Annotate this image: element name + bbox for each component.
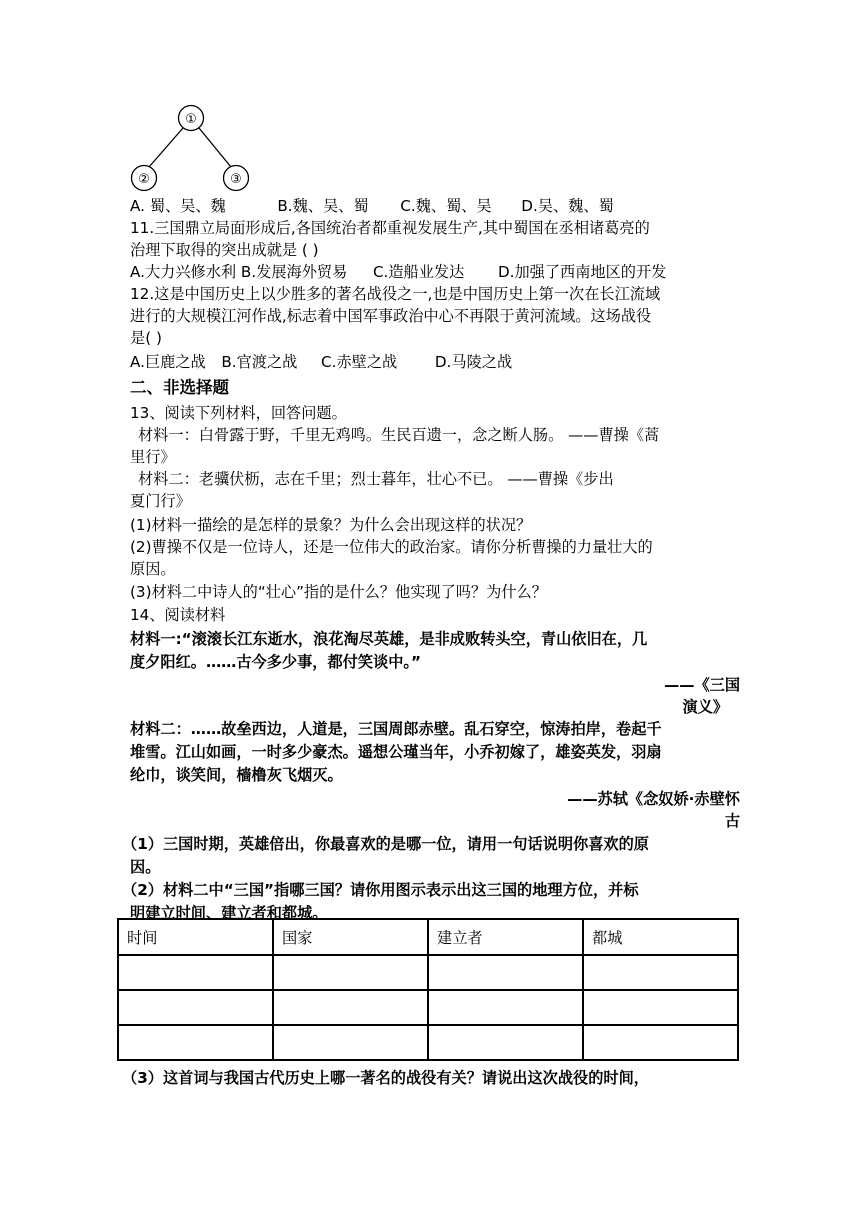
q13-material1-line2: 里行》 (130, 448, 176, 466)
q13-title: 13、阅读下列材料，回答问题。 (130, 404, 347, 422)
q14-sub3: （3）这首词与我国古代历史上哪一著名的战役有关？请说出这次战役的时间， (122, 1069, 649, 1087)
table-cell (273, 955, 428, 990)
q14-material2-line2: 堆雪。江山如画，一时多少豪杰。遥想公瑾当年，小乔初嫁了，雄姿英发，羽扇 (130, 743, 662, 761)
table-cell (583, 1025, 738, 1060)
table-cell (273, 990, 428, 1025)
table-cell (118, 1025, 273, 1060)
q10-option-d: D.吴、魏、蜀 (521, 197, 614, 215)
table-row (118, 955, 738, 990)
table-cell (118, 990, 273, 1025)
q11-option-a: A.大力兴修水利 (130, 263, 237, 281)
q12-options (130, 351, 512, 373)
q10-option-b: B.魏、吴、蜀 (277, 197, 369, 215)
q10-options (130, 195, 614, 217)
tree-diagram (130, 100, 260, 192)
q13-material2-line2: 夏门行》 (130, 492, 191, 510)
table-cell (583, 955, 738, 990)
q13-sub3: (3)材料二中诗人的“壮心”指的是什么？他实现了吗？为什么？ (130, 583, 547, 601)
table-header-time: 时间 (118, 919, 273, 955)
answer-table (117, 918, 739, 1061)
q14-material2-line3: 纶巾，谈笑间，樯橹灰飞烟灭。 (130, 766, 343, 784)
q11-line1: 11.三国鼎立局面形成后,各国统治者都重视发展生产,其中蜀国在丞相诸葛亮的 (130, 219, 650, 237)
q14-material1-source2: 演义》 (682, 698, 728, 716)
q13-sub2-line2: 原因。 (130, 560, 176, 578)
q14-material2-line1: 材料二：……故垒西边，人道是，三国周郎赤壁。乱石穿空，惊涛拍岸，卷起千 (130, 720, 662, 738)
table-cell (273, 1025, 428, 1060)
q14-material1-line2: 度夕阳红。……古今多少事，都付笑谈中。” (130, 653, 421, 671)
q11-options (130, 261, 666, 283)
q14-sub2-line1: （2）材料二中“三国”指哪三国？请你用图示表示出这三国的地理方位，并标 (122, 881, 639, 899)
node-1-label: ① (185, 112, 197, 127)
q13-material2-line1: 材料二：老骥伏枥，志在千里；烈士暮年，壮心不已。 ——曹操《步出 (138, 470, 614, 488)
table-header-row (118, 919, 738, 955)
q14-sub1-line1: （1）三国时期，英雄倍出，你最喜欢的是哪一位，请用一句话说明你喜欢的原 (122, 835, 649, 853)
q14-material2-source2: 古 (724, 812, 740, 830)
table-header-country: 国家 (273, 919, 428, 955)
table-header-founder: 建立者 (428, 919, 583, 955)
q12-option-c: C.赤壁之战 (321, 353, 398, 371)
q14-material1-source1: ——《三国 (664, 676, 740, 694)
section-title: 二、非选择题 (130, 378, 229, 397)
edge-1-3 (199, 128, 231, 167)
table-row (118, 1025, 738, 1060)
edge-1-2 (149, 128, 183, 167)
table-row (118, 990, 738, 1025)
q11-option-c: C.造船业发达 (372, 263, 465, 281)
q10-option-a: A. 蜀、吴、魏 (130, 197, 226, 215)
table-cell (428, 990, 583, 1025)
q11-line2: 治理下取得的突出成就是 ( ) (130, 241, 319, 259)
table-header-capital: 都城 (583, 919, 738, 955)
q14-sub1-line2: 因。 (130, 858, 161, 876)
table-cell (583, 990, 738, 1025)
q10-option-c: C.魏、蜀、吴 (400, 197, 492, 215)
table-cell (118, 955, 273, 990)
q14-sub2-line2: 明建立时间、建立者和都城。 (130, 904, 328, 922)
q11-option-d: D.加强了西南地区的开发 (497, 263, 667, 281)
table-cell (428, 955, 583, 990)
q12-line1: 12.这是中国历史上以少胜多的著名战役之一,也是中国历史上第一次在长江流域 (130, 285, 661, 303)
q13-material1-line1: 材料一：白骨露于野，千里无鸡鸣。生民百遗一，念之断人肠。 ——曹操《蒿 (138, 426, 660, 444)
q14-material1-line1: 材料一:“滚滚长江东逝水，浪花淘尽英雄，是非成败转头空，青山依旧在，几 (130, 630, 648, 648)
table-cell (428, 1025, 583, 1060)
node-2-label: ② (138, 172, 150, 187)
q12-option-b: B.官渡之战 (221, 353, 298, 371)
node-3-label: ③ (230, 172, 242, 187)
q12-option-d: D.马陵之战 (434, 353, 513, 371)
q13-sub1: (1)材料一描绘的是怎样的景象？为什么会出现这样的状况？ (130, 516, 532, 534)
q12-option-a: A.巨鹿之战 (130, 353, 206, 371)
q12-line2: 进行的大规模江河作战,标志着中国军事政治中心不再限于黄河流域。这场战役 (130, 307, 652, 325)
q14-title: 14、阅读材料 (130, 606, 226, 624)
q12-line3: 是( ) (130, 329, 162, 347)
q11-option-b: B.发展海外贸易 (240, 263, 348, 281)
q13-sub2-line1: (2)曹操不仅是一位诗人，还是一位伟大的政治家。请你分析曹操的力量壮大的 (130, 538, 653, 556)
q14-material2-source1: ——苏轼《念奴娇·赤壁怀 (567, 790, 740, 808)
